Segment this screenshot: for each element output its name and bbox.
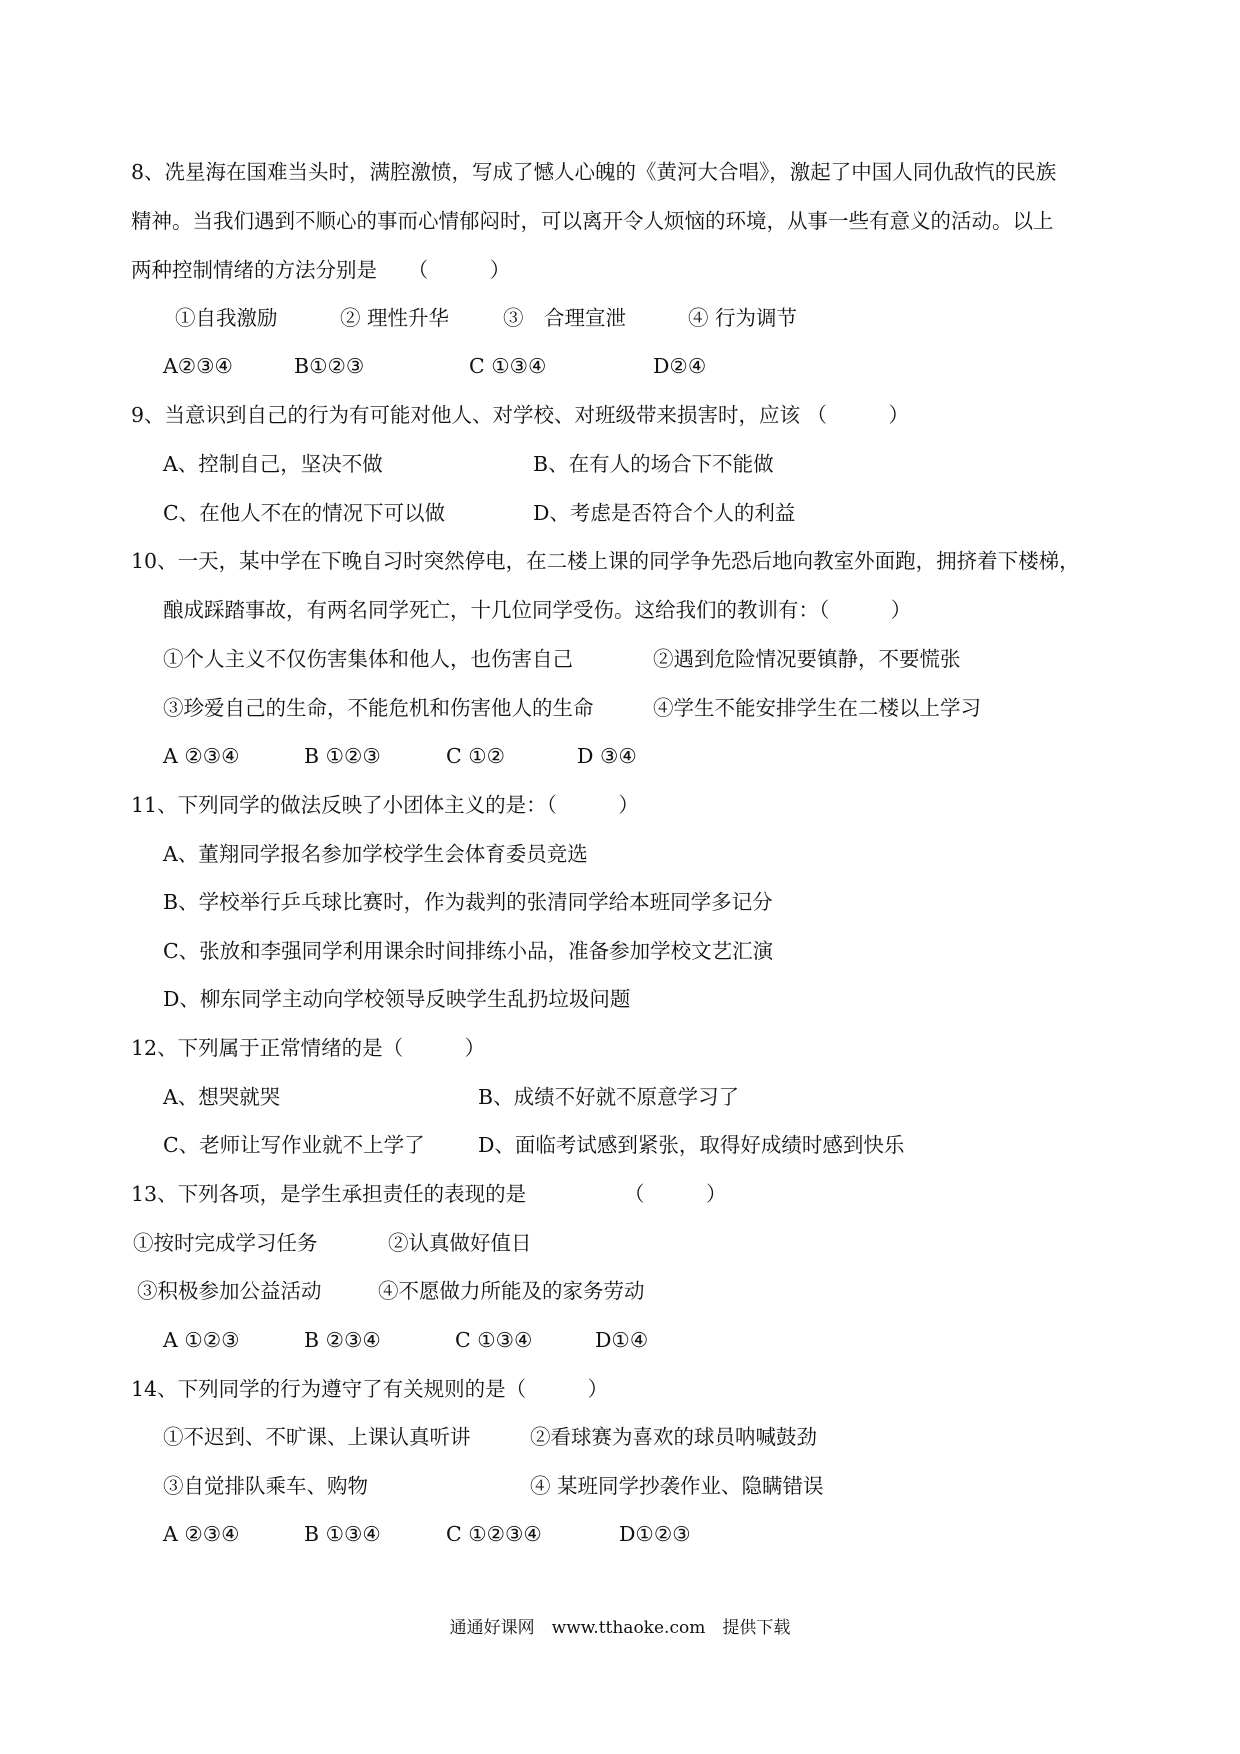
- q9-option-c: C、在他人不在的情况下可以做: [163, 501, 446, 525]
- q11-stem: 11、下列同学的做法反映了小团体主义的是：（ ）: [131, 793, 639, 817]
- q10-item-3: ③珍爱自己的生命，不能危机和伤害他人的生命: [163, 696, 594, 720]
- q10-option-c: C ①②: [446, 744, 505, 768]
- q10-option-d: D ③④: [577, 744, 637, 768]
- q13-answer-bracket: （ ）: [624, 1182, 727, 1206]
- q14-item-1: ①不迟到、不旷课、上课认真听讲: [163, 1425, 471, 1449]
- q9-option-d: D、考虑是否符合个人的利益: [533, 501, 796, 525]
- q11-option-c: C、张放和李强同学利用课余时间排练小品，准备参加学校文艺汇演: [163, 939, 774, 963]
- q12-option-d: D、面临考试感到紧张，取得好成绩时感到快乐: [478, 1133, 905, 1157]
- q8-item-3: ③ 合理宣泄: [503, 306, 626, 330]
- q13-option-d: D①④: [595, 1328, 649, 1352]
- q8-stem-line-1: 8、冼星海在国难当头时，满腔激愤，写成了憾人心魄的《黄河大合唱》，激起了中国人同仇敌忾的民族: [131, 160, 1057, 184]
- q10-item-2: ②遇到危险情况要镇静，不要慌张: [653, 647, 961, 671]
- q14-option-a: A ②③④: [163, 1522, 240, 1546]
- q8-option-c: C ①③④: [469, 354, 547, 378]
- q11-option-a: A、董翔同学报名参加学校学生会体育委员竞选: [163, 842, 588, 866]
- q13-item-4: ④不愿做力所能及的家务劳动: [378, 1279, 645, 1303]
- q12-option-c: C、老师让写作业就不上学了: [163, 1133, 425, 1157]
- q13-option-b: B ②③④: [304, 1328, 381, 1352]
- q13-option-c: C ①③④: [455, 1328, 533, 1352]
- q14-option-c: C ①②③④: [446, 1522, 542, 1546]
- q9-option-a: A、控制自己，坚决不做: [163, 452, 383, 476]
- q14-stem: 14、下列同学的行为遵守了有关规则的是（ ）: [131, 1377, 609, 1401]
- q13-option-a: A ①②③: [163, 1328, 240, 1352]
- q8-item-4: ④ 行为调节: [688, 306, 798, 330]
- q11-option-b: B、学校举行乒乓球比赛时，作为裁判的张清同学给本班同学多记分: [163, 890, 773, 914]
- q10-stem-line-2: 酿成踩踏事故，有两名同学死亡，十几位同学受伤。这给我们的教训有：（ ）: [163, 598, 912, 622]
- q9-stem: 9、当意识到自己的行为有可能对他人、对学校、对班级带来损害时，应该 （ ）: [131, 403, 910, 427]
- q14-item-4: ④ 某班同学抄袭作业、隐瞒错误: [530, 1474, 824, 1498]
- q10-item-1: ①个人主义不仅伤害集体和他人，也伤害自己: [163, 647, 573, 671]
- q8-option-d: D②④: [653, 354, 707, 378]
- q13-item-2: ②认真做好值日: [388, 1231, 532, 1255]
- q12-stem: 12、下列属于正常情绪的是（ ）: [131, 1036, 486, 1060]
- q14-option-d: D①②③: [619, 1522, 691, 1546]
- q11-option-d: D、柳东同学主动向学校领导反映学生乱扔垃圾问题: [163, 987, 631, 1011]
- page-footer: 通通好课网 www.tthaoke.com 提供下载: [449, 1618, 791, 1638]
- q13-item-3: ③积极参加公益活动: [137, 1279, 322, 1303]
- q9-option-b: B、在有人的场合下不能做: [533, 452, 774, 476]
- q8-option-a: A②③④: [163, 354, 233, 378]
- q10-option-a: A ②③④: [163, 744, 240, 768]
- q14-item-2: ②看球赛为喜欢的球员呐喊鼓劲: [530, 1425, 817, 1449]
- q8-stem-line-2: 精神。当我们遇到不顺心的事而心情郁闷时，可以离开令人烦恼的环境，从事一些有意义的活动。以上: [131, 209, 1054, 233]
- q12-option-a: A、想哭就哭: [163, 1085, 281, 1109]
- q14-item-3: ③自觉排队乘车、购物: [163, 1474, 368, 1498]
- q10-item-4: ④学生不能安排学生在二楼以上学习: [653, 696, 981, 720]
- q10-stem-line-1: 10、一天，某中学在下晚自习时突然停电，在二楼上课的同学争先恐后地向教室外面跑，拥挤着下楼梯，: [131, 549, 1080, 573]
- q8-item-1: ①自我激励: [175, 306, 278, 330]
- q13-stem: 13、下列各项，是学生承担责任的表现的是: [131, 1182, 527, 1206]
- q8-item-2: ② 理性升华: [340, 306, 450, 330]
- q10-option-b: B ①②③: [304, 744, 381, 768]
- q12-option-b: B、成绩不好就不原意学习了: [478, 1085, 740, 1109]
- q8-option-b: B①②③: [294, 354, 365, 378]
- q8-stem-line-3: 两种控制情绪的方法分别是 （ ）: [131, 258, 511, 282]
- q14-option-b: B ①③④: [304, 1522, 381, 1546]
- q13-item-1: ①按时完成学习任务: [133, 1231, 318, 1255]
